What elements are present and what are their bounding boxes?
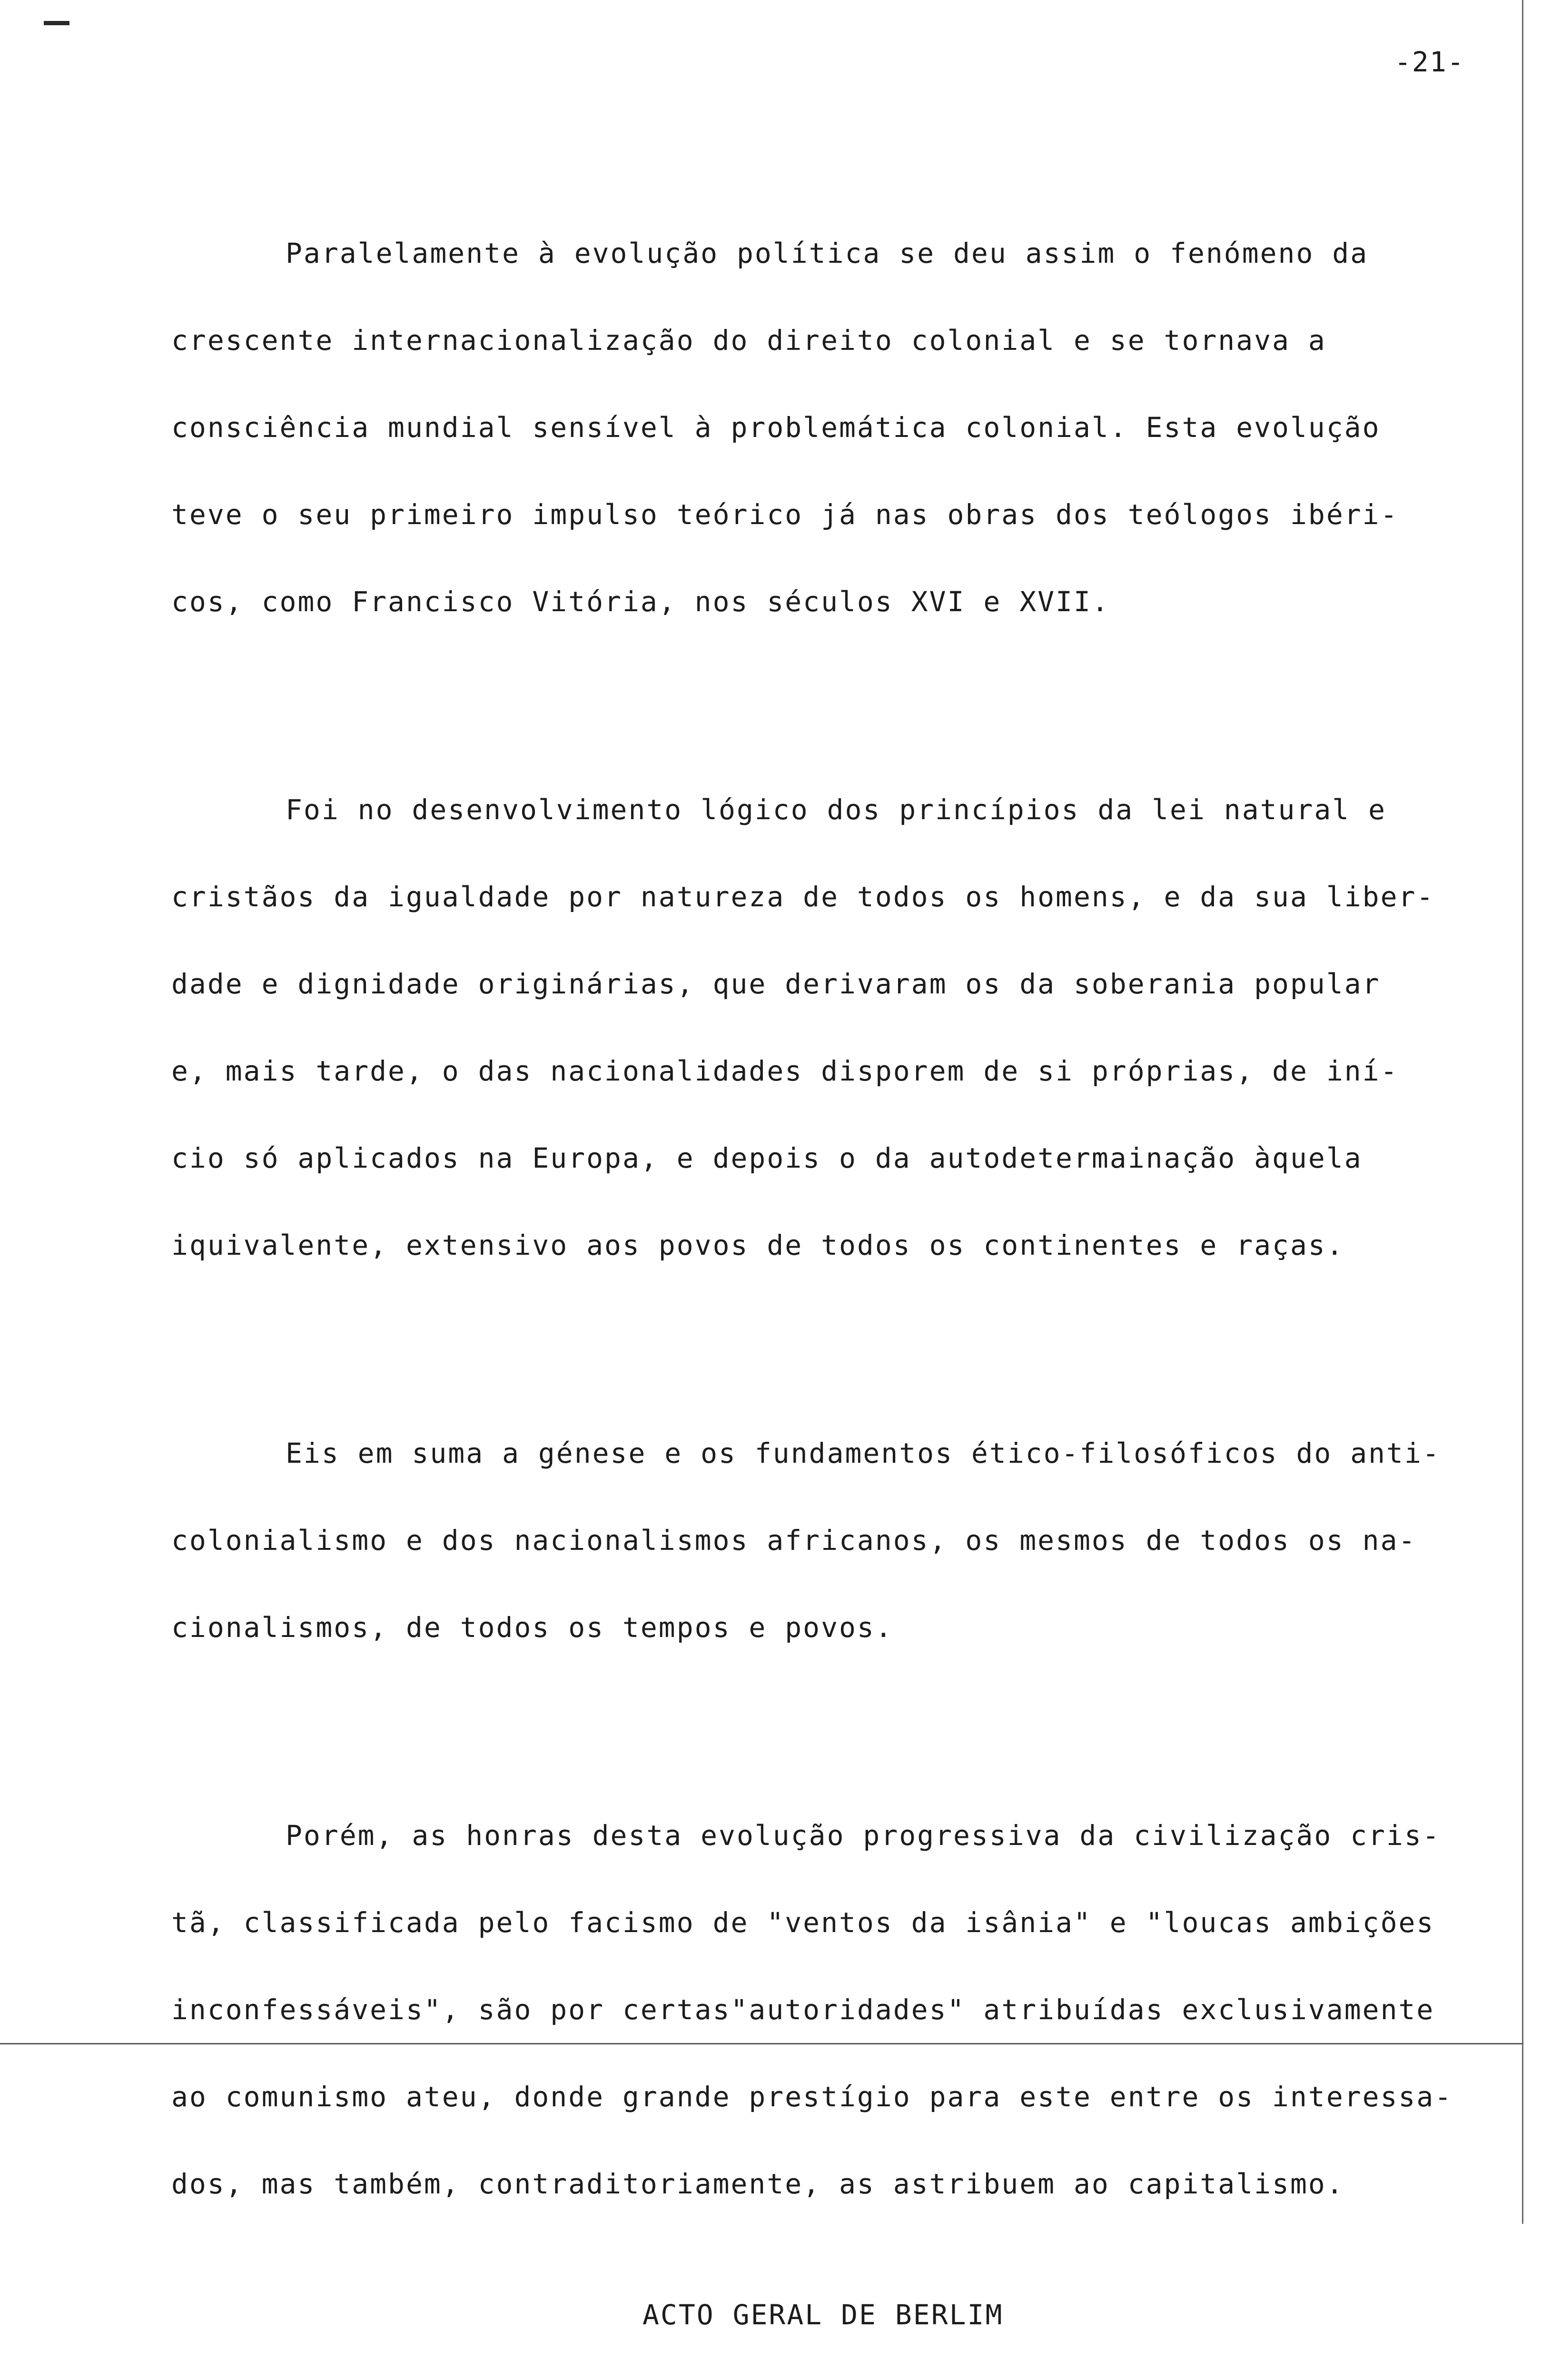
text-line: iquivalente, extensivo aos povos de todos os continentes e raças. bbox=[171, 1229, 1344, 1261]
paragraph-2 bbox=[171, 737, 1518, 1318]
text-line: crescente internacionalização do direito colonial e se tornava a bbox=[171, 324, 1326, 357]
text-line: cos, como Francisco Vitória, nos séculos XVI e XVII. bbox=[171, 585, 1110, 618]
text-line: cio só aplicados na Europa, e depois o da autodetermainação àquela bbox=[171, 1142, 1363, 1174]
text-line: cristãos da igualdade por natureza de todos os homens, e da sua liber- bbox=[171, 881, 1435, 913]
text-line: cionalismos, de todos os tempos e povos. bbox=[171, 1611, 893, 1644]
text-line: colonialismo e dos nacionalismos africanos, os mesmos de todos os na- bbox=[171, 1524, 1417, 1557]
document-body bbox=[171, 181, 1518, 2380]
text-line: Paralelamente à evolução política se deu assim o fenómeno da bbox=[286, 237, 1369, 269]
bottom-rule bbox=[0, 2043, 1523, 2044]
text-line: Foi no desenvolvimento lógico dos princípios da lei natural e bbox=[286, 793, 1387, 826]
scan-mark bbox=[44, 21, 69, 25]
paragraph-3 bbox=[171, 1381, 1518, 1700]
text-line: dade e dignidade originárias, que derivaram os da soberania popular bbox=[171, 968, 1381, 1000]
section-heading: ACTO GERAL DE BERLIM bbox=[642, 2299, 1004, 2331]
text-line: dos, mas também, contraditoriamente, as astribuem ao capitalismo. bbox=[171, 2168, 1344, 2200]
text-line: tã, classificada pelo facismo de "ventos da isânia" e "loucas ambições bbox=[171, 1906, 1435, 1939]
text-line: Eis em suma a génese e os fundamentos ético-filosóficos do anti- bbox=[286, 1437, 1441, 1469]
text-line: inconfessáveis", são por certas"autoridades" atribuídas exclusivamente bbox=[171, 1993, 1435, 2026]
text-line: ao comunismo ateu, donde grande prestígio para este entre os interessa- bbox=[171, 2081, 1453, 2113]
paragraph-4 bbox=[171, 1763, 1518, 2257]
text-line: Porém, as honras desta evolução progressiva da civilização cris- bbox=[286, 1819, 1441, 1852]
text-line: consciência mundial sensível à problemática colonial. Esta evolução bbox=[171, 411, 1381, 444]
text-line: teve o seu primeiro impulso teórico já nas obras dos teólogos ibéri- bbox=[171, 498, 1399, 531]
page-edge-line bbox=[1522, 0, 1523, 2224]
text-line: e, mais tarde, o das nacionalidades disporem de si próprias, de iní- bbox=[171, 1055, 1399, 1087]
page-number: -21- bbox=[1394, 46, 1465, 78]
paragraph-1 bbox=[171, 181, 1518, 674]
